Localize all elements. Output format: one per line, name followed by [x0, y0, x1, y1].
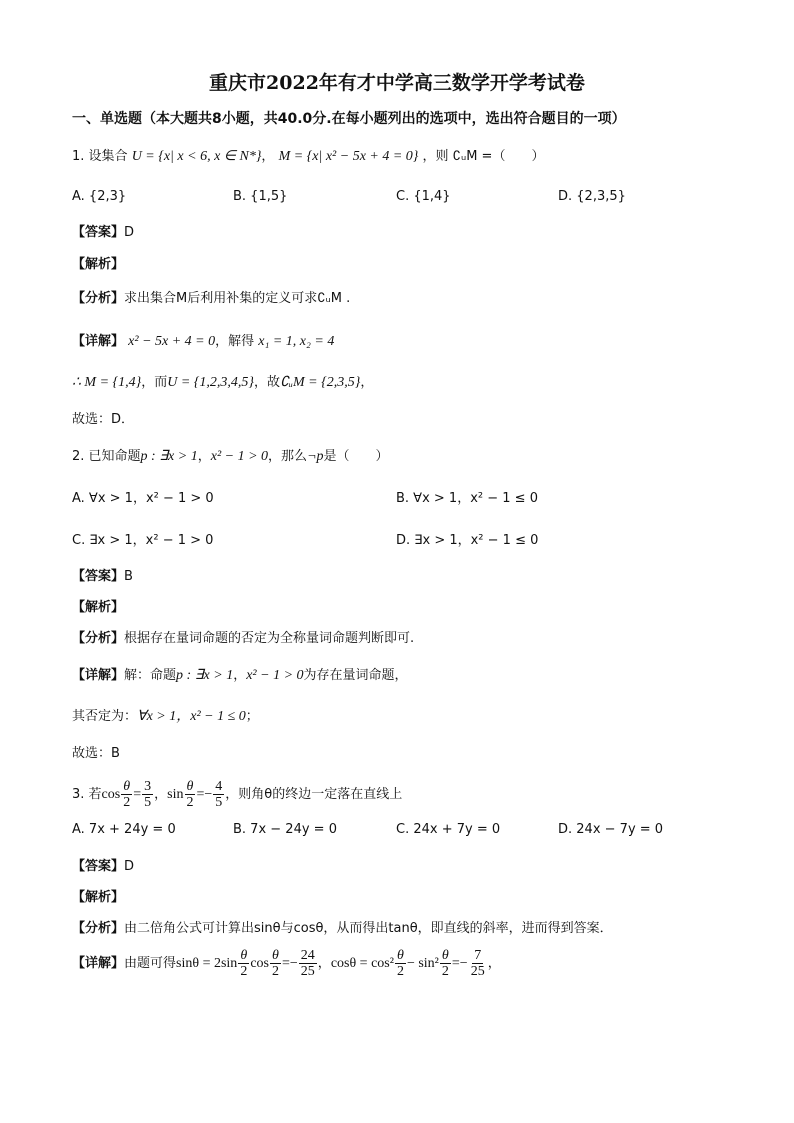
q1-stem: 1. 设集合 U = {x| x < 6, x ∈ N*}， M = {x| x² − 5x + 4 = 0} ，则 ∁ᵤM =（ ） [72, 149, 545, 164]
q2-text: ，那么 [268, 449, 308, 464]
q3-detail [72, 947, 501, 981]
frac-den: 5 [144, 795, 152, 810]
q2-question-tail: 是（ ） [323, 449, 389, 464]
q3-sin-sq: − sin² [406, 956, 439, 971]
q3-frac-24-25 [299, 948, 317, 979]
fenxi-label: 【分析】 [72, 921, 125, 936]
q2-detail-ineq: x² − 1 > 0 [246, 668, 304, 683]
q2-answer-value: B [124, 569, 133, 584]
q3-option-b[interactable]: B. 7x − 24y = 0 [233, 822, 337, 837]
fenxi-label: 【分析】 [72, 291, 125, 306]
q3-cos-part: cos [250, 956, 269, 971]
q1-m-result: ∴ M = {1,4} [72, 375, 142, 390]
q3-frac-theta-2b [184, 779, 195, 810]
frac-den: 2 [441, 964, 449, 979]
frac-den: 2 [271, 964, 279, 979]
q2-detail-prop: p : ∃x > 1 [176, 668, 234, 683]
frac-den: 25 [300, 964, 315, 979]
q3-stem [72, 778, 402, 812]
q2-detail-sep: ， [233, 668, 247, 683]
answer-label: 【答案】 [72, 569, 125, 584]
q1-detail-2 [72, 374, 373, 392]
q3-minus3: − [459, 956, 468, 971]
q3-eq4: = [451, 956, 460, 971]
q2-prop-p: p : ∃x > 1 [140, 449, 198, 464]
frac-num: 7 [474, 948, 482, 963]
q1-detail-text-2: ，而 [141, 375, 168, 390]
q2-detail [72, 667, 408, 685]
q1-option-b[interactable]: B. {1,5} [233, 189, 288, 204]
q3-frac-d [440, 948, 451, 979]
q2-detail-tail: 为存在量词命题， [303, 668, 408, 683]
q2-choose [72, 745, 120, 763]
q2-option-a[interactable]: A. ∀x > 1，x² − 1 > 0 [72, 491, 214, 506]
q3-minus: − [204, 787, 213, 802]
q3-sep3: ， [487, 956, 501, 971]
fenxi-label: 【分析】 [72, 631, 125, 646]
q3-frac-3-5 [142, 779, 153, 810]
answer-label: 【答案】 [72, 859, 125, 874]
q3-option-c[interactable]: C. 24x + 7y = 0 [396, 822, 501, 837]
detail-label: 【详解】 [72, 334, 125, 349]
q2-option-c[interactable]: C. ∃x > 1，x² − 1 > 0 [72, 533, 214, 548]
q2-answer [72, 568, 133, 586]
frac-num: θ [272, 948, 279, 963]
detail-label: 【详解】 [72, 668, 125, 683]
frac-num: 3 [144, 779, 152, 794]
q2-inequality: x² − 1 > 0 [210, 449, 269, 464]
q3-sin-double: sinθ = 2sin [176, 956, 238, 971]
q1-option-a[interactable]: A. {2,3} [72, 189, 127, 204]
choose-label: 故选： [72, 746, 112, 761]
q2-stem [72, 448, 389, 466]
frac-num: θ [186, 779, 194, 794]
q3-frac-theta-2 [121, 779, 132, 810]
q3-number: 3. 若 [72, 787, 102, 802]
q1-option-d[interactable]: D. {2,3,5} [558, 189, 626, 204]
frac-den: 2 [123, 795, 131, 810]
q3-frac-b [270, 948, 281, 979]
section-heading: 一、单选题（本大题共8小题，共40.0分.在每小题列出的选项中，选出符合题目的一项） [72, 111, 626, 127]
q2-fenxi-text: 根据存在量词命题的否定为全称量词命题判断即可. [124, 631, 415, 646]
q2-option-d[interactable]: D. ∃x > 1，x² − 1 ≤ 0 [396, 533, 539, 548]
q1-detail-1 [72, 333, 334, 351]
frac-den: 2 [240, 964, 248, 979]
q2-negation-label: 其否定为： [72, 709, 138, 724]
page-title: 重庆市2022年有才中学高三数学开学考试卷 [209, 72, 585, 94]
q1-u-result: U = {1,2,3,4,5} [167, 375, 254, 390]
q3-frac-a [238, 948, 249, 979]
q2-negation-expr: ∀x > 1，x² − 1 ≤ 0 [137, 709, 246, 724]
q2-choose-value: B [111, 746, 120, 761]
q3-option-d[interactable]: D. 24x − 7y = 0 [558, 822, 664, 837]
q3-eq: = [133, 787, 142, 802]
q3-frac-4-5 [213, 779, 224, 810]
q1-answer [72, 224, 134, 242]
q1-detail-text-4: ， [360, 375, 374, 390]
q1-choose-value: D． [111, 412, 135, 427]
q3-sep2: ， [317, 956, 331, 971]
frac-den: 2 [396, 964, 404, 979]
q2-negation-end: ； [245, 709, 259, 724]
q1-answer-value: D [124, 225, 135, 240]
q2-number: 2. 已知命题 [72, 449, 141, 464]
q3-eq3: = [281, 956, 290, 971]
frac-num: θ [240, 948, 248, 963]
detail-label: 【详解】 [72, 956, 125, 971]
q1-roots: x₁ = 1, x₂ = 4 [258, 334, 335, 349]
q3-answer [72, 858, 134, 876]
q1-detail-text: ，解得 [215, 334, 255, 349]
q1-complement-result: ∁ᵤM = {2,3,5} [280, 375, 361, 390]
q3-analysis-label: 【解析】 [72, 890, 125, 905]
frac-num: θ [441, 948, 449, 963]
q2-neg-p: ¬p [307, 449, 324, 464]
q1-fenxi [72, 290, 350, 308]
frac-den: 5 [215, 795, 223, 810]
q2-sep: ， [197, 449, 211, 464]
answer-label: 【答案】 [72, 225, 125, 240]
choose-label: 故选： [72, 412, 112, 427]
q1-choose [72, 411, 134, 429]
q1-option-c[interactable]: C. {1,4} [396, 189, 451, 204]
q3-cos-double: cosθ = cos² [330, 956, 394, 971]
frac-den: 2 [186, 795, 194, 810]
q3-detail-text: 由题可得 [124, 956, 177, 971]
q2-detail-text: 解：命题 [124, 668, 177, 683]
q1-fenxi-text: 求出集合M后利用补集的定义可求∁ᵤM . [124, 291, 351, 306]
q2-analysis-label: 【解析】 [72, 600, 125, 615]
q1-number: 1. 设集合 [72, 149, 128, 164]
q1-detail-text-3: ，故 [254, 375, 281, 390]
q3-frac-c [395, 948, 406, 979]
q3-minus2: − [289, 956, 298, 971]
frac-num: 4 [215, 779, 223, 794]
q3-sep: ， [154, 787, 168, 802]
frac-num: θ [396, 948, 404, 963]
q2-fenxi [72, 630, 414, 648]
q3-fenxi-text: 由二倍角公式可计算出sinθ与cosθ，从而得出tanθ，即直线的斜率，进而得到答案． [124, 921, 613, 936]
q3-frac-7-25 [469, 948, 487, 979]
q3-question-tail: ，则角θ的终边一定落在直线上 [225, 787, 403, 802]
q3-option-a[interactable]: A. 7x + 24y = 0 [72, 822, 176, 837]
q2-option-b[interactable]: B. ∀x > 1，x² − 1 ≤ 0 [396, 491, 538, 506]
q3-eq2: = [196, 787, 205, 802]
q1-analysis-label: 【解析】 [72, 257, 125, 272]
frac-num: θ [123, 779, 131, 794]
q1-equation: x² − 5x + 4 = 0 [128, 334, 216, 349]
q1-set-m: M = {x| x² − 5x + 4 = 0} [278, 149, 419, 164]
q1-question-tail: ，则 ∁ᵤM =（ ） [422, 149, 545, 164]
q2-negation [72, 708, 259, 726]
q1-set-u: U = {x| x < 6, x ∈ N*} [131, 149, 262, 164]
q3-answer-value: D [124, 859, 135, 874]
q3-fenxi [72, 920, 613, 938]
frac-den: 25 [470, 964, 485, 979]
q3-sin: sin [167, 787, 184, 802]
frac-num: 24 [300, 948, 315, 963]
q3-cos: cos [101, 787, 121, 802]
